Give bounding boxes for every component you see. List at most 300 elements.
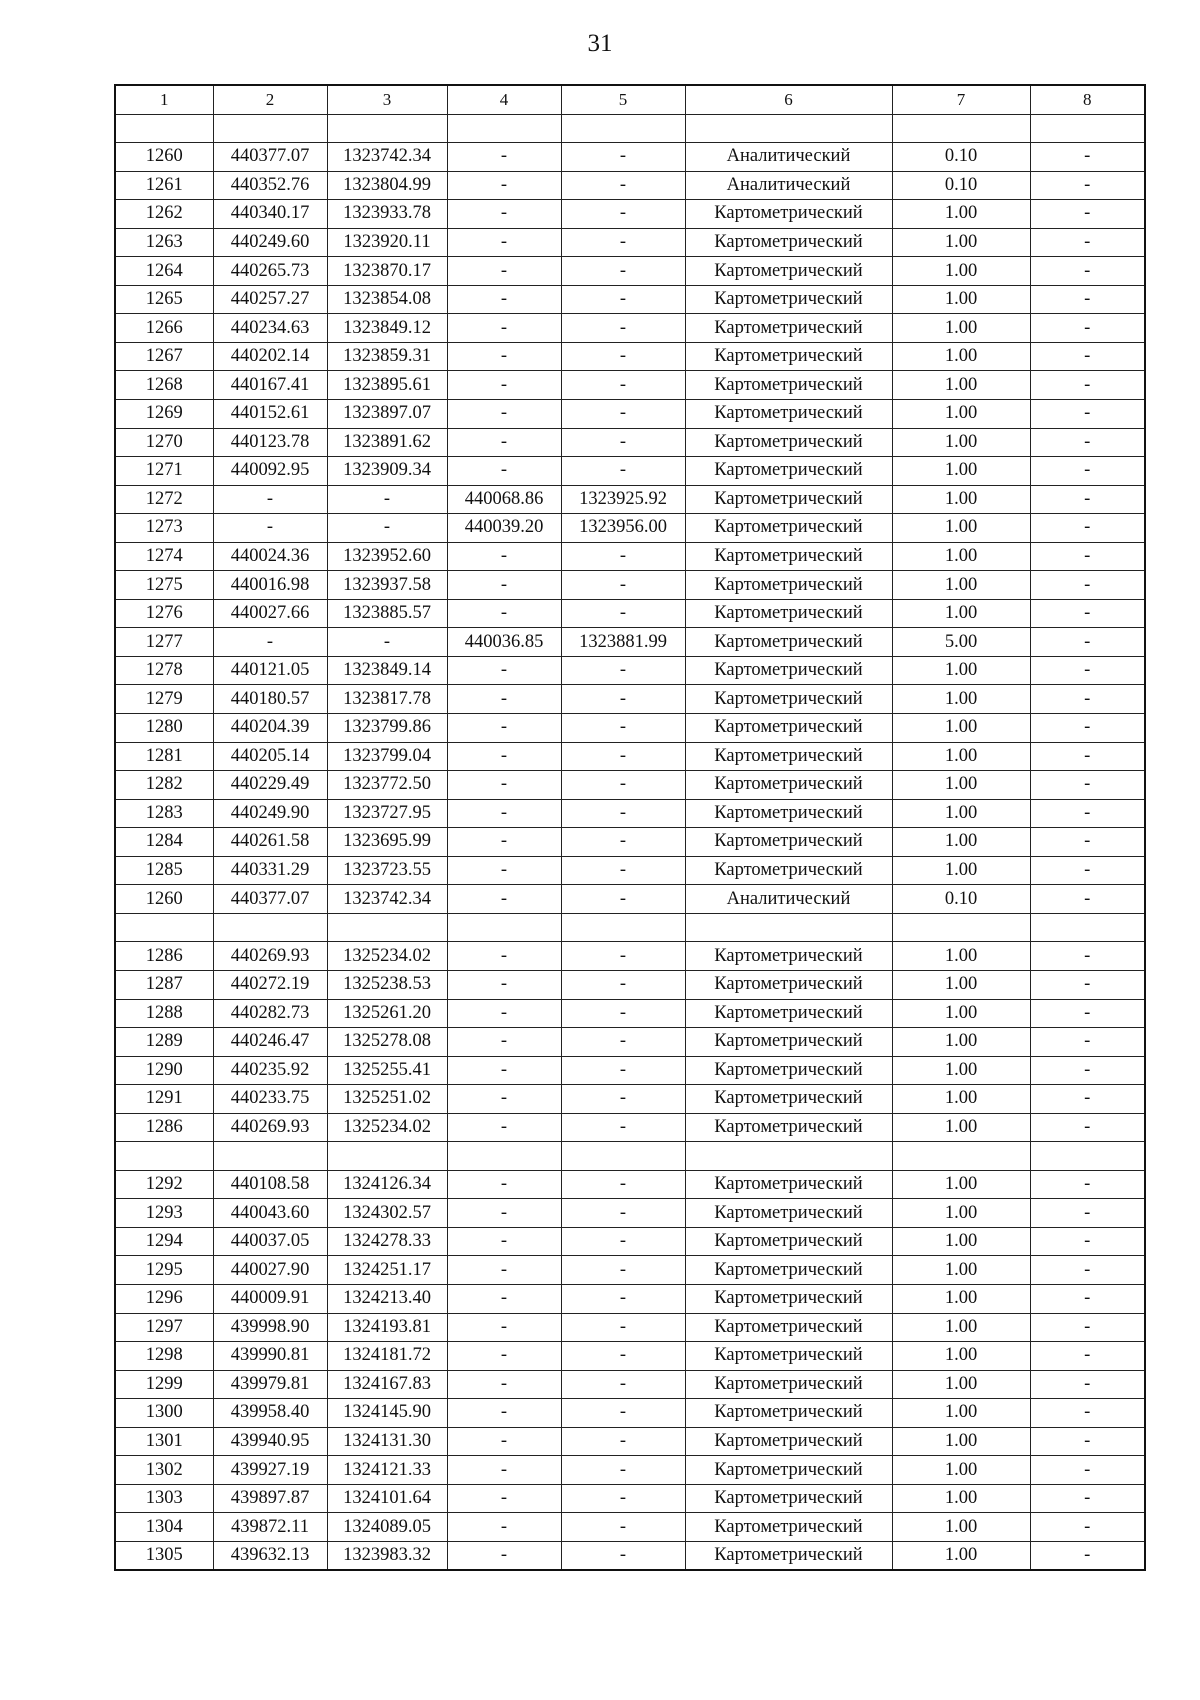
table-cell: - (447, 856, 561, 885)
table-cell: Картометрический (685, 1028, 892, 1057)
table-cell: Картометрический (685, 1256, 892, 1285)
table-cell (1030, 913, 1145, 942)
table-cell: Картометрический (685, 1199, 892, 1228)
table-cell (1030, 114, 1145, 143)
table-row (115, 714, 1145, 743)
table-cell: 439998.90 (213, 1313, 327, 1342)
table-cell: - (447, 1342, 561, 1371)
table-cell: 1263 (115, 228, 213, 257)
table-cell: 1262 (115, 200, 213, 229)
table-cell: 1324213.40 (327, 1284, 447, 1313)
table-row (115, 1513, 1145, 1542)
table-cell: 1260 (115, 143, 213, 172)
table-cell: 1.00 (892, 1256, 1030, 1285)
table-cell: 1298 (115, 1342, 213, 1371)
table-cell: 1.00 (892, 599, 1030, 628)
table-cell: 1286 (115, 942, 213, 971)
table-cell: - (1030, 485, 1145, 514)
table-cell: 1260 (115, 885, 213, 914)
table-cell: 1.00 (892, 1284, 1030, 1313)
table-cell: - (447, 828, 561, 857)
table-cell: 440331.29 (213, 856, 327, 885)
table-cell: 440009.91 (213, 1284, 327, 1313)
table-cell: 1324193.81 (327, 1313, 447, 1342)
table-row (115, 999, 1145, 1028)
table-cell: 1278 (115, 656, 213, 685)
table-cell: 1323909.34 (327, 457, 447, 486)
table-cell: - (447, 1170, 561, 1199)
table-cell: Картометрический (685, 771, 892, 800)
table-cell: - (1030, 571, 1145, 600)
table-cell: - (1030, 1456, 1145, 1485)
table-cell: 440229.49 (213, 771, 327, 800)
table-cell: - (447, 1056, 561, 1085)
table-cell: - (561, 1085, 685, 1114)
table-cell: - (447, 685, 561, 714)
table-cell: 1323742.34 (327, 885, 447, 914)
table-cell: - (1030, 1541, 1145, 1570)
table-cell: - (447, 342, 561, 371)
table-cell: - (561, 400, 685, 429)
table-cell: 1.00 (892, 228, 1030, 257)
table-cell: 1288 (115, 999, 213, 1028)
table-cell (213, 913, 327, 942)
table-cell: 0.10 (892, 885, 1030, 914)
table-cell: - (561, 771, 685, 800)
table-cell: - (327, 485, 447, 514)
table-cell: 1323937.58 (327, 571, 447, 600)
table-cell: Картометрический (685, 1342, 892, 1371)
table-cell: - (561, 1370, 685, 1399)
table-cell: - (561, 828, 685, 857)
table-cell: Картометрический (685, 542, 892, 571)
table-cell: 1.00 (892, 685, 1030, 714)
table-row (115, 685, 1145, 714)
table-cell: 1324126.34 (327, 1170, 447, 1199)
table-cell: - (561, 1256, 685, 1285)
table-cell (447, 1142, 561, 1171)
table-row (115, 771, 1145, 800)
table-cell: 1.00 (892, 514, 1030, 543)
table-cell: Картометрический (685, 1227, 892, 1256)
table-cell: Картометрический (685, 1484, 892, 1513)
table-header-row (115, 85, 1145, 114)
table-cell: 1324131.30 (327, 1427, 447, 1456)
table-cell: - (1030, 371, 1145, 400)
table-cell: - (561, 1284, 685, 1313)
table-cell: - (447, 400, 561, 429)
table-cell: Аналитический (685, 143, 892, 172)
table-cell: 440249.60 (213, 228, 327, 257)
table-row (115, 485, 1145, 514)
table-cell: 1300 (115, 1399, 213, 1428)
table-cell: 440037.05 (213, 1227, 327, 1256)
table-cell: - (561, 1427, 685, 1456)
table-cell: 1323891.62 (327, 428, 447, 457)
table-cell: 1323885.57 (327, 599, 447, 628)
table-cell: - (1030, 314, 1145, 343)
table-cell: 440233.75 (213, 1085, 327, 1114)
table-row (115, 428, 1145, 457)
table-cell: - (447, 714, 561, 743)
table-cell: 1.00 (892, 1541, 1030, 1570)
table-cell: - (447, 1028, 561, 1057)
table-cell: 1323983.32 (327, 1541, 447, 1570)
table-cell: - (561, 257, 685, 286)
table-cell: 1325234.02 (327, 1113, 447, 1142)
table-cell: - (1030, 599, 1145, 628)
table-cell: - (447, 742, 561, 771)
table-row (115, 285, 1145, 314)
table-cell: - (1030, 1113, 1145, 1142)
table-cell: - (447, 1199, 561, 1228)
table-cell (213, 1142, 327, 1171)
table-cell: 440024.36 (213, 542, 327, 571)
table-cell: 1323695.99 (327, 828, 447, 857)
table-cell: 1325255.41 (327, 1056, 447, 1085)
table-cell: Картометрический (685, 1113, 892, 1142)
table-cell: 1.00 (892, 1456, 1030, 1485)
table-cell: - (561, 571, 685, 600)
table-cell: Картометрический (685, 1456, 892, 1485)
table-cell: 1323881.99 (561, 628, 685, 657)
table-cell: - (1030, 1085, 1145, 1114)
table-cell: Картометрический (685, 457, 892, 486)
table-cell: 440272.19 (213, 970, 327, 999)
table-cell: - (561, 314, 685, 343)
table-cell: - (1030, 799, 1145, 828)
table-cell: - (447, 542, 561, 571)
table-cell: - (213, 628, 327, 657)
table-cell: 1291 (115, 1085, 213, 1114)
table-cell (213, 114, 327, 143)
table-cell: - (447, 970, 561, 999)
table-cell: 1274 (115, 542, 213, 571)
table-cell (327, 913, 447, 942)
table-cell: 439979.81 (213, 1370, 327, 1399)
table-cell: Картометрический (685, 828, 892, 857)
table-cell: Картометрический (685, 514, 892, 543)
table-cell: - (447, 1284, 561, 1313)
table-row (115, 1170, 1145, 1199)
table-cell: 1277 (115, 628, 213, 657)
table-cell: 1265 (115, 285, 213, 314)
table-row (115, 1399, 1145, 1428)
coordinates-table (114, 84, 1146, 1571)
table-cell: 440235.92 (213, 1056, 327, 1085)
column-header: 8 (1030, 85, 1145, 114)
table-cell: - (1030, 400, 1145, 429)
table-cell (1030, 1142, 1145, 1171)
table-row (115, 742, 1145, 771)
table-cell: 440204.39 (213, 714, 327, 743)
table-row (115, 628, 1145, 657)
table-cell: - (447, 942, 561, 971)
table-cell: Аналитический (685, 885, 892, 914)
table-cell: 1272 (115, 485, 213, 514)
table-cell: 440016.98 (213, 571, 327, 600)
table-cell: - (561, 742, 685, 771)
table-cell: 1323920.11 (327, 228, 447, 257)
table-cell (447, 114, 561, 143)
table-cell: 1323727.95 (327, 799, 447, 828)
table-cell (115, 114, 213, 143)
table-cell: 1.00 (892, 1313, 1030, 1342)
table-row (115, 970, 1145, 999)
table-cell: 1.00 (892, 1170, 1030, 1199)
table-cell: - (1030, 1513, 1145, 1542)
table-cell: - (447, 428, 561, 457)
table-cell: - (447, 885, 561, 914)
table-cell: - (561, 999, 685, 1028)
table-cell: 1.00 (892, 1113, 1030, 1142)
table-cell: 1.00 (892, 342, 1030, 371)
table-cell: 440180.57 (213, 685, 327, 714)
table-cell: 440108.58 (213, 1170, 327, 1199)
table-cell: 440265.73 (213, 257, 327, 286)
table-cell (685, 114, 892, 143)
table-row (115, 228, 1145, 257)
table-cell: Картометрический (685, 285, 892, 314)
table-cell: Картометрический (685, 485, 892, 514)
table-cell: - (1030, 942, 1145, 971)
table-cell: 440152.61 (213, 400, 327, 429)
table-cell: 1323952.60 (327, 542, 447, 571)
table-cell: 1286 (115, 1113, 213, 1142)
column-header: 2 (213, 85, 327, 114)
table-row (115, 1456, 1145, 1485)
table-cell (892, 114, 1030, 143)
table-cell: - (447, 1456, 561, 1485)
table-cell: 440257.27 (213, 285, 327, 314)
table-cell: Картометрический (685, 1085, 892, 1114)
table-cell: 1.00 (892, 428, 1030, 457)
table-cell: 440261.58 (213, 828, 327, 857)
table-cell: 440205.14 (213, 742, 327, 771)
table-cell: 1.00 (892, 828, 1030, 857)
table-cell: - (327, 628, 447, 657)
table-cell: - (1030, 1284, 1145, 1313)
table-cell: - (1030, 714, 1145, 743)
table-cell: 440202.14 (213, 342, 327, 371)
table-cell: 1323897.07 (327, 400, 447, 429)
table-row (115, 1056, 1145, 1085)
table-cell: - (561, 228, 685, 257)
table-cell: - (1030, 999, 1145, 1028)
table-row (115, 1427, 1145, 1456)
table-cell: - (447, 143, 561, 172)
table-cell: - (561, 656, 685, 685)
table-cell: - (1030, 970, 1145, 999)
table-cell: 1.00 (892, 1085, 1030, 1114)
table-cell: - (1030, 1170, 1145, 1199)
table-row (115, 913, 1145, 942)
table-cell: - (1030, 1199, 1145, 1228)
table-cell: 1324167.83 (327, 1370, 447, 1399)
table-cell: Картометрический (685, 371, 892, 400)
table-cell: 1299 (115, 1370, 213, 1399)
table-cell: - (447, 314, 561, 343)
table-cell: Картометрический (685, 685, 892, 714)
table-row (115, 599, 1145, 628)
table-cell: Картометрический (685, 656, 892, 685)
table-row (115, 828, 1145, 857)
table-cell: - (447, 285, 561, 314)
table-cell: Картометрический (685, 200, 892, 229)
table-cell: 1.00 (892, 1484, 1030, 1513)
table-cell: - (447, 1484, 561, 1513)
table-cell: - (213, 485, 327, 514)
table-cell: - (561, 1484, 685, 1513)
table-cell: - (1030, 1370, 1145, 1399)
table-cell: - (561, 1513, 685, 1542)
table-cell: 1295 (115, 1256, 213, 1285)
table-cell: - (1030, 143, 1145, 172)
table-cell: 440234.63 (213, 314, 327, 343)
table-cell: Аналитический (685, 171, 892, 200)
table-cell: 1302 (115, 1456, 213, 1485)
table-cell: - (1030, 1342, 1145, 1371)
table-row (115, 171, 1145, 200)
table-row (115, 1313, 1145, 1342)
table-cell: Картометрический (685, 1284, 892, 1313)
table-cell: 1324181.72 (327, 1342, 447, 1371)
table-cell: 1.00 (892, 457, 1030, 486)
table-row (115, 1342, 1145, 1371)
table-cell: 1323799.86 (327, 714, 447, 743)
table-row (115, 257, 1145, 286)
table-cell: - (561, 143, 685, 172)
table-cell: - (447, 1399, 561, 1428)
table-cell: - (561, 1199, 685, 1228)
table-cell: - (447, 799, 561, 828)
table-row (115, 542, 1145, 571)
table-cell: 1324145.90 (327, 1399, 447, 1428)
table-cell: - (1030, 828, 1145, 857)
table-cell: - (447, 1427, 561, 1456)
table-cell: 1.00 (892, 542, 1030, 571)
table-cell: 1323933.78 (327, 200, 447, 229)
table-row (115, 856, 1145, 885)
table-cell: Картометрический (685, 1513, 892, 1542)
table-cell: 1261 (115, 171, 213, 200)
table-cell: - (561, 1028, 685, 1057)
table-cell: - (561, 1056, 685, 1085)
table-cell: 1323870.17 (327, 257, 447, 286)
table-cell: - (1030, 1399, 1145, 1428)
table-cell: 1323956.00 (561, 514, 685, 543)
table-row (115, 656, 1145, 685)
table-cell: - (447, 599, 561, 628)
table-cell (327, 114, 447, 143)
column-header: 1 (115, 85, 213, 114)
column-header: 6 (685, 85, 892, 114)
table-row (115, 1113, 1145, 1142)
table-body (115, 114, 1145, 1570)
table-cell: Картометрический (685, 1541, 892, 1570)
table-cell: - (1030, 1256, 1145, 1285)
column-header: 3 (327, 85, 447, 114)
table-cell: 439958.40 (213, 1399, 327, 1428)
table-cell: - (561, 542, 685, 571)
table-cell: 440249.90 (213, 799, 327, 828)
table-row (115, 1085, 1145, 1114)
table-cell (327, 1142, 447, 1171)
table-cell: 440246.47 (213, 1028, 327, 1057)
table-cell: - (561, 714, 685, 743)
table-cell: 440340.17 (213, 200, 327, 229)
table-cell: Картометрический (685, 742, 892, 771)
table-cell: 1.00 (892, 970, 1030, 999)
table-cell: 1325278.08 (327, 1028, 447, 1057)
table-cell: 1323742.34 (327, 143, 447, 172)
table-cell: 1323854.08 (327, 285, 447, 314)
table-cell: 1303 (115, 1484, 213, 1513)
table-cell: 439940.95 (213, 1427, 327, 1456)
table-cell: 1323849.14 (327, 656, 447, 685)
column-header: 7 (892, 85, 1030, 114)
table-cell: - (1030, 1313, 1145, 1342)
table-cell: - (1030, 285, 1145, 314)
table-cell: 1323804.99 (327, 171, 447, 200)
table-cell: 1266 (115, 314, 213, 343)
table-cell: 1.00 (892, 1227, 1030, 1256)
table-cell: 1.00 (892, 799, 1030, 828)
table-cell: - (1030, 628, 1145, 657)
table-cell: Картометрический (685, 999, 892, 1028)
column-header: 4 (447, 85, 561, 114)
table-cell: 1324302.57 (327, 1199, 447, 1228)
table-cell: - (447, 371, 561, 400)
table-cell: - (561, 428, 685, 457)
table-cell: 1282 (115, 771, 213, 800)
table-row (115, 1484, 1145, 1513)
table-cell: 440282.73 (213, 999, 327, 1028)
table-cell: - (447, 1113, 561, 1142)
table-cell: - (561, 285, 685, 314)
table-cell (447, 913, 561, 942)
table-cell: - (1030, 742, 1145, 771)
table-cell: - (1030, 428, 1145, 457)
table-cell: - (1030, 1028, 1145, 1057)
table-cell: - (561, 1227, 685, 1256)
table-cell: 440039.20 (447, 514, 561, 543)
table-cell (561, 913, 685, 942)
table-cell: 1.00 (892, 771, 1030, 800)
table-row (115, 1199, 1145, 1228)
table-cell: 440121.05 (213, 656, 327, 685)
table-cell: 1.00 (892, 1342, 1030, 1371)
table-cell: - (1030, 685, 1145, 714)
table-cell: 1324251.17 (327, 1256, 447, 1285)
table-cell: - (561, 885, 685, 914)
table-cell: - (561, 1170, 685, 1199)
table-row (115, 1142, 1145, 1171)
table-cell: 440043.60 (213, 1199, 327, 1228)
table-cell: 440377.07 (213, 143, 327, 172)
table-cell: - (1030, 457, 1145, 486)
table-cell: 1323817.78 (327, 685, 447, 714)
table-cell: Картометрический (685, 228, 892, 257)
table-cell: - (447, 571, 561, 600)
table-cell: - (561, 200, 685, 229)
table-cell: Картометрический (685, 856, 892, 885)
table-cell: - (447, 1256, 561, 1285)
table-cell: 439927.19 (213, 1456, 327, 1485)
table-cell: Картометрический (685, 257, 892, 286)
table-cell: - (561, 457, 685, 486)
table-cell: - (561, 942, 685, 971)
